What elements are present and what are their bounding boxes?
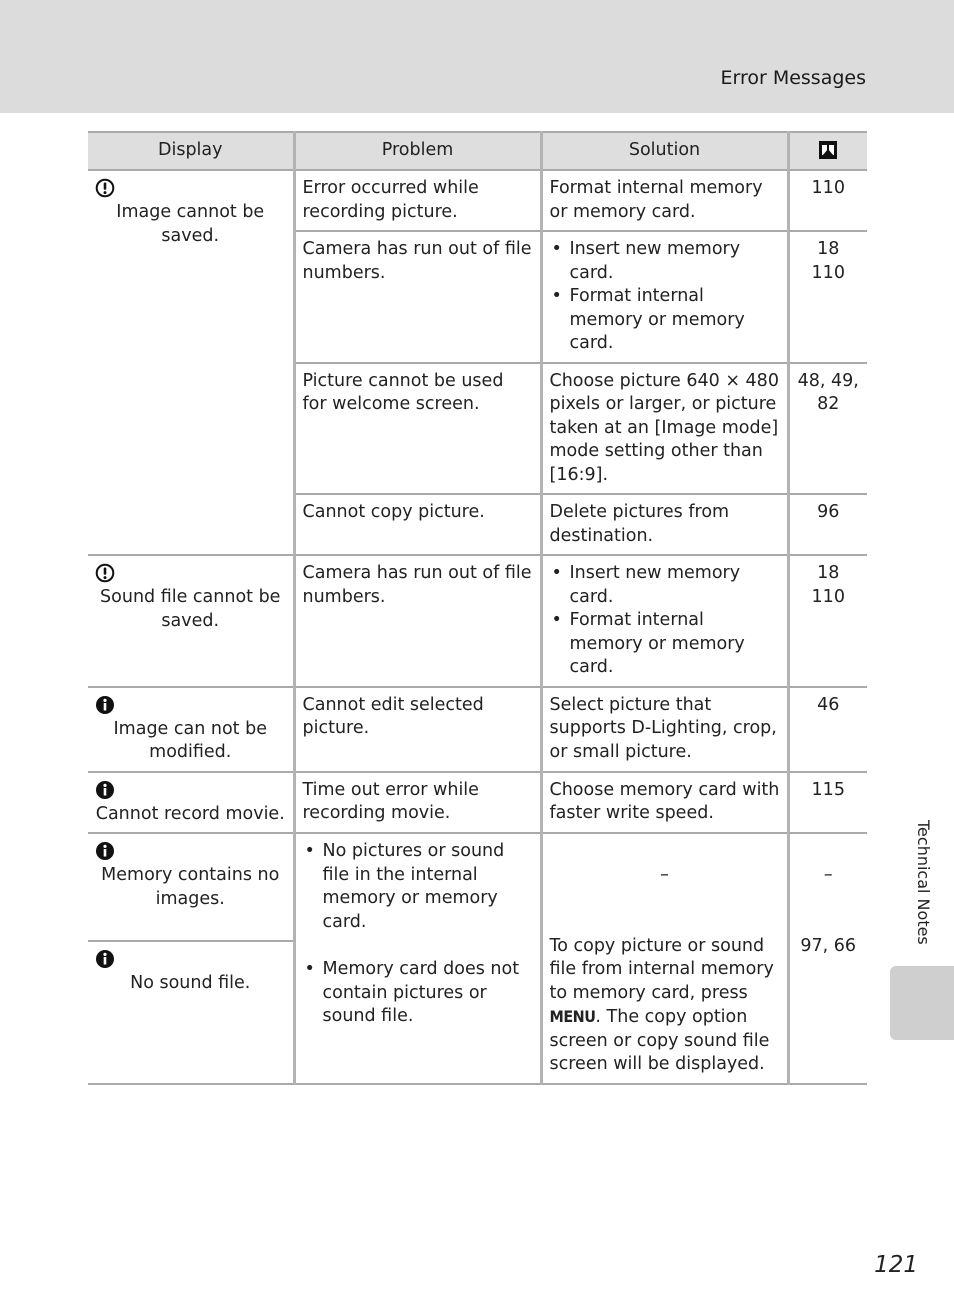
table-row [88, 687, 867, 772]
page-ref-cell: 115 [788, 772, 867, 834]
page-ref-line: 82 [817, 394, 840, 414]
display-message: Image can not be modified. [113, 718, 267, 762]
header-band [0, 0, 954, 113]
page-ref-line: 18 [817, 563, 840, 583]
solution-cell: Select picture that supports D-Lighting, crop, or small picture. [541, 687, 788, 772]
problem-cell: Picture cannot be used for welcome screen. [294, 363, 541, 495]
menu-button-glyph: MENU [549, 1007, 596, 1026]
table-row [88, 833, 867, 941]
page-ref-cell: 46 [788, 687, 867, 772]
solution-cell: Choose picture 640 × 480 pixels or larger, or picture taken at an [Image mode] mode setting other than [16:9]. [541, 363, 788, 495]
page-number: 121 [874, 1252, 918, 1278]
problem-cell: Cannot edit selected picture. [294, 687, 541, 772]
display-cell [88, 772, 294, 834]
table-row [88, 170, 867, 231]
problem-cell: Camera has run out of file numbers. [294, 555, 541, 687]
page-ref-line: 97, 66 [800, 935, 857, 956]
list-item: • No pictures or sound file in the internal memory or memory card. [323, 840, 533, 934]
list-item: • Format internal memory or memory card. [570, 609, 780, 680]
info-icon [95, 840, 286, 864]
page-header-title: Error Messages [720, 67, 866, 89]
page-reference-icon [818, 140, 838, 160]
display-cell [88, 555, 294, 687]
section-tab-marker [890, 966, 954, 1040]
list-item: • Insert new memory card. [570, 562, 780, 609]
info-icon [95, 779, 286, 803]
solution-cell: Choose memory card with faster write speed. [541, 772, 788, 834]
problem-cell: Camera has run out of file numbers. [294, 231, 541, 363]
table-header-row [88, 132, 867, 170]
display-message: Cannot record movie. [95, 803, 285, 824]
error-messages-table [88, 131, 867, 1085]
display-message: Sound file cannot be saved. [100, 587, 281, 631]
display-cell [88, 833, 294, 941]
solution-text-after: . The copy option screen or copy sound file screen will be displayed. [549, 1007, 770, 1074]
page-ref-line: 18 [817, 239, 840, 259]
solution-cell: Format internal memory or memory card. [541, 170, 788, 231]
problem-cell [294, 833, 541, 1084]
solution-cell [541, 555, 788, 687]
problem-cell: Time out error while recording movie. [294, 772, 541, 834]
page-ref-cell: 96 [788, 494, 867, 555]
page-ref-line: – [823, 865, 833, 885]
page-ref-cell [788, 833, 867, 1084]
solution-dash: – [660, 865, 669, 885]
page-ref-line: 110 [811, 586, 845, 607]
solution-list [550, 238, 780, 356]
solution-cell [541, 231, 788, 363]
page-ref-cell: 110 [788, 170, 867, 231]
problem-cell: Error occurred while recording picture. [294, 170, 541, 231]
solution-text-before: To copy picture or sound file from internal memory to memory card, press [549, 935, 774, 1003]
page-ref-line: 110 [811, 262, 845, 283]
display-cell [88, 941, 294, 1084]
page-ref-cell [788, 363, 867, 495]
table-row [88, 555, 867, 687]
display-cell [88, 170, 294, 555]
display-message: Image cannot be saved. [116, 202, 265, 246]
solution-text [550, 935, 780, 1077]
list-item: • Format internal memory or memory card. [570, 285, 780, 356]
problem-list [303, 840, 533, 1029]
page-ref-cell [788, 555, 867, 687]
warning-icon [95, 562, 286, 586]
page-ref-cell [788, 231, 867, 363]
column-header-page [788, 132, 867, 170]
display-cell [88, 687, 294, 772]
warning-icon [95, 177, 286, 201]
table-row [88, 772, 867, 834]
column-header-solution: Solution [541, 132, 788, 170]
section-side-label: Technical Notes [914, 820, 933, 945]
solution-cell [541, 833, 788, 1084]
info-icon [95, 948, 286, 972]
solution-list [550, 562, 780, 680]
column-header-problem: Problem [294, 132, 541, 170]
list-item: • Insert new memory card. [570, 238, 780, 285]
solution-cell: Delete pictures from destination. [541, 494, 788, 555]
info-icon [95, 694, 286, 718]
display-message: No sound file. [130, 973, 251, 993]
page-ref-line: 48, 49, [797, 370, 859, 391]
display-message: Memory contains no images. [101, 865, 280, 909]
list-item: • Memory card does not contain pictures or sound file. [323, 958, 533, 1029]
column-header-display: Display [88, 132, 294, 170]
problem-cell: Cannot copy picture. [294, 494, 541, 555]
